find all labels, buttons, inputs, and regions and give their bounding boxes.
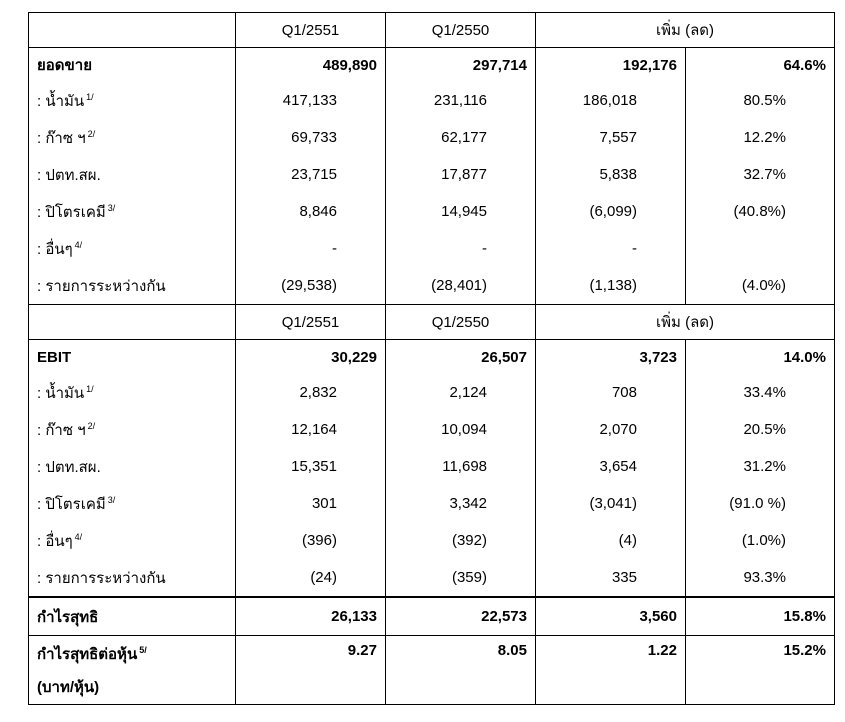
row-label: : อื่นๆ $^{4/}$ xyxy=(29,522,236,559)
table-row xyxy=(29,82,835,119)
cell: 2,070 xyxy=(536,411,686,448)
header-blank xyxy=(29,13,236,48)
header-row xyxy=(29,13,835,48)
sales-total-row xyxy=(29,48,835,83)
cell: 26,133 xyxy=(236,597,386,636)
cell: 8.05 xyxy=(386,636,536,705)
cell: 93.3% xyxy=(686,559,835,597)
financial-table xyxy=(28,12,835,705)
cell: (359) xyxy=(386,559,536,597)
header-period2: Q1/2550 xyxy=(386,13,536,48)
row-label: : ก๊าซ ฯ $^{2/}$ xyxy=(29,411,236,448)
row-label: : อื่นๆ $^{4/}$ xyxy=(29,230,236,267)
table-row xyxy=(29,193,835,230)
cell: - xyxy=(536,230,686,267)
cell: 3,342 xyxy=(386,485,536,522)
eps-row xyxy=(29,636,835,705)
cell: (3,041) xyxy=(536,485,686,522)
cell: 9.27 xyxy=(236,636,386,705)
cell: 8,846 xyxy=(236,193,386,230)
cell: (28,401) xyxy=(386,267,536,305)
row-label: : รายการระหว่างกัน xyxy=(29,267,236,305)
cell xyxy=(686,230,835,267)
cell: 15.8% xyxy=(686,597,835,636)
cell: 3,560 xyxy=(536,597,686,636)
cell: 489,890 xyxy=(236,48,386,83)
header-blank xyxy=(29,305,236,340)
cell: 335 xyxy=(536,559,686,597)
header-change: เพิ่ม (ลด) xyxy=(536,305,835,340)
cell: 11,698 xyxy=(386,448,536,485)
cell: (396) xyxy=(236,522,386,559)
cell: 3,723 xyxy=(536,340,686,375)
table-row xyxy=(29,267,835,305)
cell: (1,138) xyxy=(536,267,686,305)
cell: 5,838 xyxy=(536,156,686,193)
cell: 22,573 xyxy=(386,597,536,636)
cell: (40.8%) xyxy=(686,193,835,230)
table-row xyxy=(29,374,835,411)
row-label: กำไรสุทธิ xyxy=(29,597,236,636)
header-period1: Q1/2551 xyxy=(236,13,386,48)
cell: 1.22 xyxy=(536,636,686,705)
row-label: : ปิโตรเคมี $^{3/}$ xyxy=(29,485,236,522)
cell: 69,733 xyxy=(236,119,386,156)
table-row xyxy=(29,448,835,485)
cell: (29,538) xyxy=(236,267,386,305)
cell: 30,229 xyxy=(236,340,386,375)
row-label: : น้ำมัน $^{1/}$ xyxy=(29,82,236,119)
table-row xyxy=(29,119,835,156)
cell: 2,124 xyxy=(386,374,536,411)
cell: (4.0%) xyxy=(686,267,835,305)
cell: (1.0%) xyxy=(686,522,835,559)
cell: 26,507 xyxy=(386,340,536,375)
cell: (6,099) xyxy=(536,193,686,230)
cell: 64.6% xyxy=(686,48,835,83)
cell: 12,164 xyxy=(236,411,386,448)
table-row xyxy=(29,230,835,267)
net-profit-row xyxy=(29,597,835,636)
row-label: : ก๊าซ ฯ $^{2/}$ xyxy=(29,119,236,156)
cell: 297,714 xyxy=(386,48,536,83)
cell: 2,832 xyxy=(236,374,386,411)
cell: (4) xyxy=(536,522,686,559)
cell: 15,351 xyxy=(236,448,386,485)
header-period1: Q1/2551 xyxy=(236,305,386,340)
cell: 7,557 xyxy=(536,119,686,156)
table-row xyxy=(29,522,835,559)
cell: 12.2% xyxy=(686,119,835,156)
row-label: : ปตท.สผ. xyxy=(29,448,236,485)
cell: 33.4% xyxy=(686,374,835,411)
cell: 23,715 xyxy=(236,156,386,193)
cell: 186,018 xyxy=(536,82,686,119)
cell: 10,094 xyxy=(386,411,536,448)
cell: 80.5% xyxy=(686,82,835,119)
row-label: : ปตท.สผ. xyxy=(29,156,236,193)
cell: 417,133 xyxy=(236,82,386,119)
row-label: EBIT xyxy=(29,340,236,375)
cell: 17,877 xyxy=(386,156,536,193)
ebit-total-row xyxy=(29,340,835,375)
header-change: เพิ่ม (ลด) xyxy=(536,13,835,48)
table-row xyxy=(29,156,835,193)
table-row xyxy=(29,411,835,448)
cell: 231,116 xyxy=(386,82,536,119)
row-label: : น้ำมัน $^{1/}$ xyxy=(29,374,236,411)
row-label: กำไรสุทธิต่อหุ้น $^{5/}$ (บาท/หุ้น) xyxy=(29,636,236,705)
cell: 708 xyxy=(536,374,686,411)
cell: 31.2% xyxy=(686,448,835,485)
row-label: ยอดขาย xyxy=(29,48,236,83)
cell: 32.7% xyxy=(686,156,835,193)
table-row xyxy=(29,559,835,597)
cell: (91.0 %) xyxy=(686,485,835,522)
cell: (24) xyxy=(236,559,386,597)
cell: 15.2% xyxy=(686,636,835,705)
cell: 3,654 xyxy=(536,448,686,485)
header-row xyxy=(29,305,835,340)
cell: 62,177 xyxy=(386,119,536,156)
cell: 20.5% xyxy=(686,411,835,448)
cell: 14.0% xyxy=(686,340,835,375)
row-label: : รายการระหว่างกัน xyxy=(29,559,236,597)
cell: - xyxy=(386,230,536,267)
cell: - xyxy=(236,230,386,267)
header-period2: Q1/2550 xyxy=(386,305,536,340)
cell: 301 xyxy=(236,485,386,522)
cell: 14,945 xyxy=(386,193,536,230)
row-label: : ปิโตรเคมี $^{3/}$ xyxy=(29,193,236,230)
cell: 192,176 xyxy=(536,48,686,83)
table-row xyxy=(29,485,835,522)
cell: (392) xyxy=(386,522,536,559)
